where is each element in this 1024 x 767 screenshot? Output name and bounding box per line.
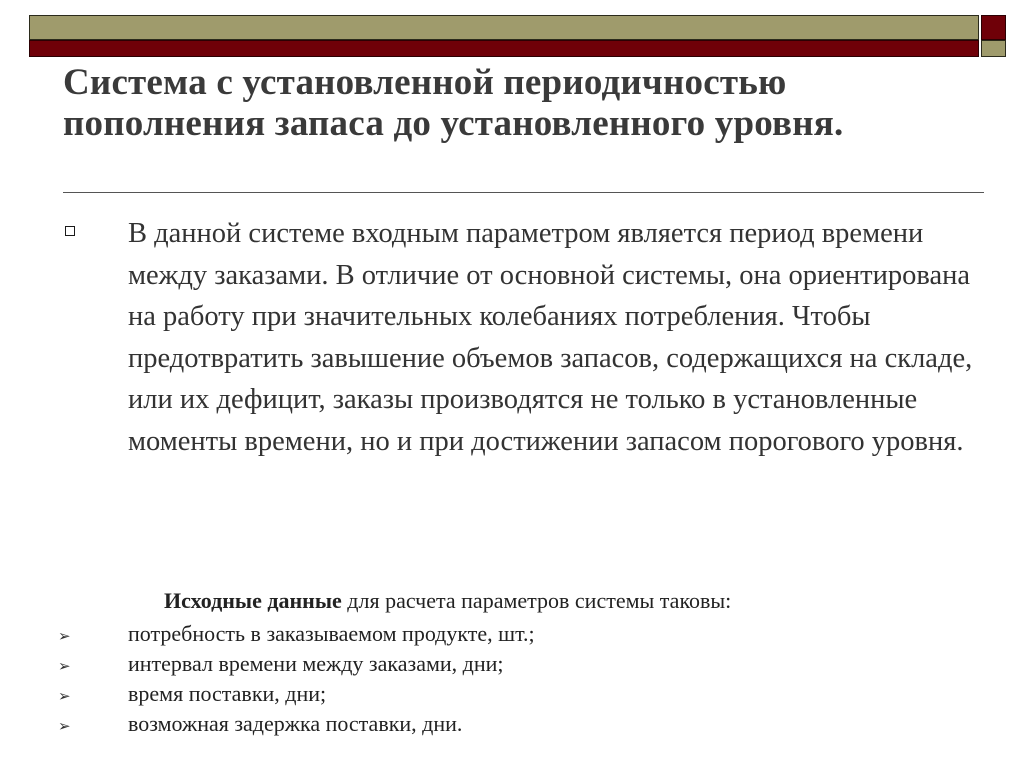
title-divider	[63, 192, 984, 193]
list-item-text: потребность в заказываемом продукте, шт.;	[128, 621, 535, 646]
square-bullet-icon	[65, 226, 75, 236]
arrow-bullet-icon: ➢	[58, 689, 71, 705]
list-item	[58, 679, 535, 709]
caption-rest: для расчета параметров системы таковы:	[341, 588, 732, 613]
header-square-olive	[981, 40, 1006, 57]
list-item	[58, 709, 535, 739]
arrow-bullet-icon: ➢	[58, 629, 71, 645]
header-square-maroon	[981, 15, 1006, 40]
main-paragraph: В данной системе входным параметром является период времени между заказами. В отличие от основной системы, она ориентирована на работу при значительных колебаниях потребления. Чтобы предотвратить завышение объемов запасов, содержащихся на складе, или их дефицит, заказы производятся не только в установленные моменты времени, но и при достижении запасом порогового уровня.	[128, 218, 973, 457]
input-data-list	[58, 619, 535, 739]
arrow-bullet-icon: ➢	[58, 659, 71, 675]
arrow-bullet-icon: ➢	[58, 719, 71, 735]
list-item-text: время поставки, дни;	[128, 681, 327, 706]
caption-bold: Исходные данные	[164, 588, 342, 613]
list-item	[58, 649, 535, 679]
slide-title: Система с установленной периодичностью пополнения запаса до установленного уровня.	[63, 62, 844, 144]
list-item	[58, 619, 535, 649]
list-item-text: возможная задержка поставки, дни.	[128, 711, 463, 736]
list-item-text: интервал времени между заказами, дни;	[128, 651, 504, 676]
header-bar-maroon	[29, 40, 979, 57]
header-bar-olive	[29, 15, 979, 40]
input-data-caption	[164, 587, 984, 615]
